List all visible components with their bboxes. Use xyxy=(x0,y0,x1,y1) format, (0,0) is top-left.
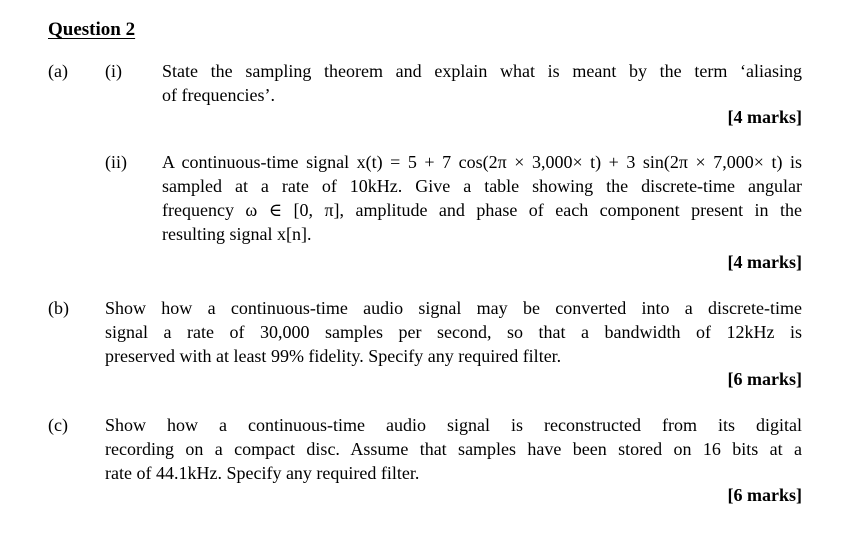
part-a-i-marks: [4 marks] xyxy=(727,107,802,127)
part-c-text xyxy=(105,413,802,485)
part-a-ii-line-2: sampled at a rate of 10kHz. Give a table showing the discrete-time angular xyxy=(162,176,802,196)
part-b-line-1: Show how a continuous-time audio signal may be converted into a discrete-time xyxy=(105,298,802,318)
part-b-line-2: signal a rate of 30,000 samples per second, so that a bandwidth of 12kHz is xyxy=(105,322,802,342)
part-c-line-2: recording on a compact disc. Assume that samples have been stored on 16 bits at a xyxy=(105,439,802,459)
part-a-label: (a) xyxy=(48,61,68,81)
part-a-i-label: (i) xyxy=(105,61,122,81)
part-c-line-1: Show how a continuous-time audio signal is reconstructed from its digital xyxy=(105,415,802,435)
part-a-i-line-2: of frequencies’. xyxy=(162,85,275,105)
part-a-ii-marks: [4 marks] xyxy=(727,252,802,272)
part-c-line-3: rate of 44.1kHz. Specify any required filter. xyxy=(105,463,420,483)
part-b-marks: [6 marks] xyxy=(727,369,802,389)
part-a-i-line-1: State the sampling theorem and explain what is meant by the term ‘aliasing xyxy=(162,61,802,81)
part-a-ii-text xyxy=(162,150,802,246)
part-b-text xyxy=(105,296,802,368)
part-b-line-3: preserved with at least 99% fidelity. Specify any required filter. xyxy=(105,346,562,366)
part-a-ii-label: (ii) xyxy=(105,152,127,172)
part-c-label: (c) xyxy=(48,415,68,435)
question-heading: Question 2 xyxy=(48,19,136,40)
part-a-ii-line-4: resulting signal x[n]. xyxy=(162,224,312,244)
part-a-ii-line-1: A continuous-time signal x(t) = 5 + 7 cos(2π × 3,000× t) + 3 sin(2π × 7,000× t) is xyxy=(162,152,802,172)
part-a-ii-line-3: frequency ω ∈ [0, π], amplitude and phase of each component present in the xyxy=(162,200,802,220)
part-c-marks: [6 marks] xyxy=(727,485,802,505)
part-b-label: (b) xyxy=(48,298,69,318)
part-a-i-text xyxy=(162,59,802,107)
